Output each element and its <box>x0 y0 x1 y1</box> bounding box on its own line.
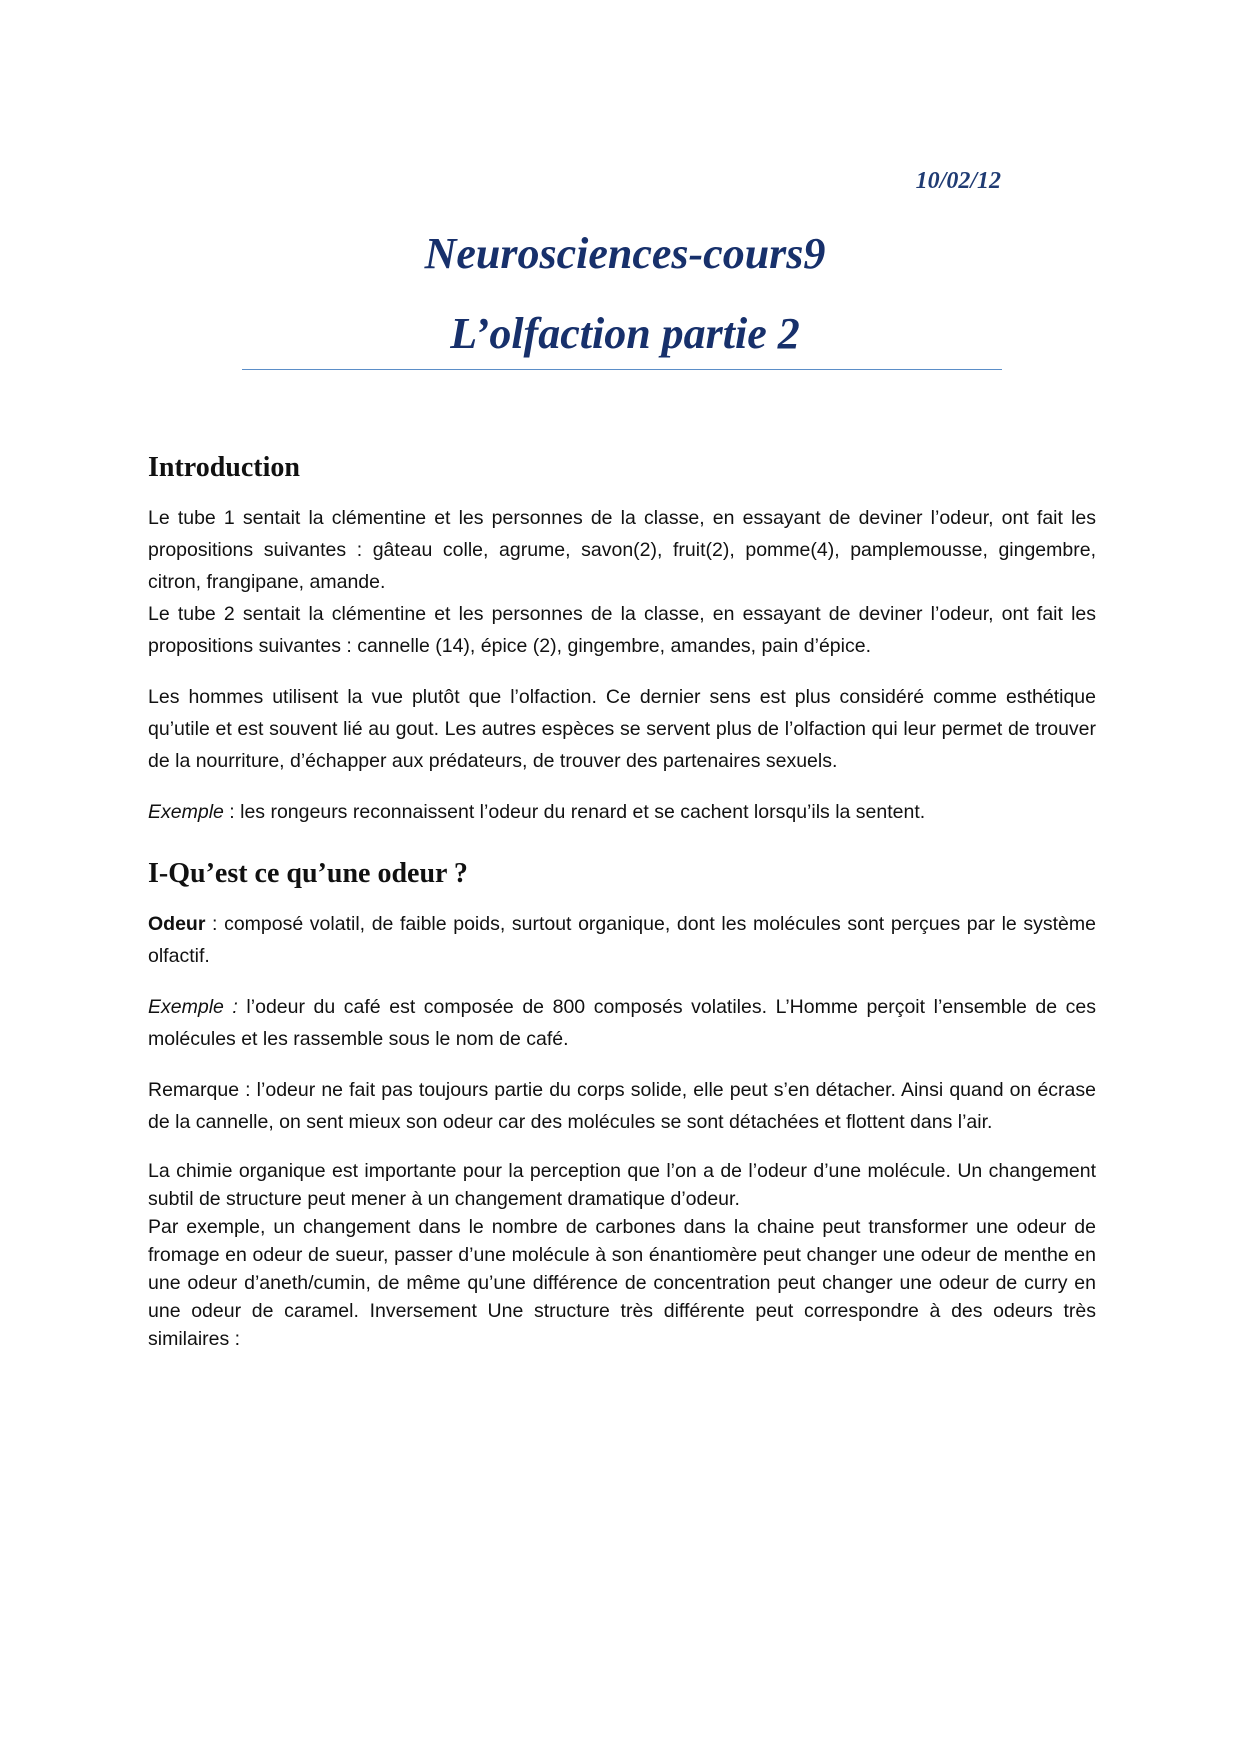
example-label: Exemple : <box>148 996 238 1018</box>
section-heading-odeur: I-Qu’est ce qu’une odeur ? <box>148 858 468 889</box>
document-body <box>148 450 1096 1353</box>
section-heading-introduction: Introduction <box>148 452 300 483</box>
definition-text: : composé volatil, de faible poids, surtout organique, dont les molécules sont perçues par le système olfactif. <box>148 913 1096 967</box>
intro-paragraph-tube1: Le tube 1 sentait la clémentine et les personnes de la classe, en essayant de deviner l’odeur, ont fait les propositions suivantes : gâteau colle, agrume, savon(2), fruit(2), pomme(4), pamplemousse, gingembre, citron, frangipane, amande. <box>148 507 1096 593</box>
intro-example <box>148 796 1096 828</box>
document-subtitle: L’olfaction partie 2 <box>450 309 800 358</box>
chemistry-paragraph-1: La chimie organique est importante pour la perception que l’on a de l’odeur d’une molécule. Un changement subtil de structure peut mener à un changement dramatique d’odeur. <box>148 1160 1096 1210</box>
document-date: 10/02/12 <box>915 168 1001 194</box>
example-label: Exemple <box>148 801 224 823</box>
document-title: Neurosciences-cours9 <box>424 229 826 278</box>
definition-term: Odeur <box>148 913 206 935</box>
example-text: : les rongeurs reconnaissent l’odeur du renard et se cachent lorsqu’ils la sentent. <box>223 801 926 823</box>
example-text: l’odeur du café est composée de 800 composés volatiles. L’Homme perçoit l’ensemble de ces molécules et les rassemble sous le nom de café. <box>148 996 1096 1050</box>
definition-odeur <box>148 908 1096 972</box>
remark-paragraph: Remarque : l’odeur ne fait pas toujours partie du corps solide, elle peut s’en détacher. Ainsi quand on écrase de la cannelle, on sent mieux son odeur car des molécules se sont détachées et flottent dans l’air. <box>148 1079 1096 1133</box>
example-cafe <box>148 991 1096 1055</box>
title-divider <box>242 369 1002 370</box>
intro-paragraph-senses: Les hommes utilisent la vue plutôt que l’olfaction. Ce dernier sens est plus considéré comme esthétique qu’utile et est souvent lié au gout. Les autres espèces se servent plus de l’olfaction qui leur permet de trouver de la nourriture, d’échapper aux prédateurs, de trouver des partenaires sexuels. <box>148 686 1096 772</box>
intro-paragraph-tube2: Le tube 2 sentait la clémentine et les personnes de la classe, en essayant de deviner l’odeur, ont fait les propositions suivantes : cannelle (14), épice (2), gingembre, amandes, pain d’épice. <box>148 603 1096 657</box>
chemistry-paragraph-2: Par exemple, un changement dans le nombre de carbones dans la chaine peut transformer une odeur de fromage en odeur de sueur, passer d’une molécule à son énantiomère peut changer une odeur de menthe en une odeur d’aneth/cumin, de même qu’une différence de concentration peut changer une odeur de curry en une odeur de caramel. Inversement Une structure très différente peut correspondre à des odeurs très similaires : <box>148 1216 1096 1350</box>
